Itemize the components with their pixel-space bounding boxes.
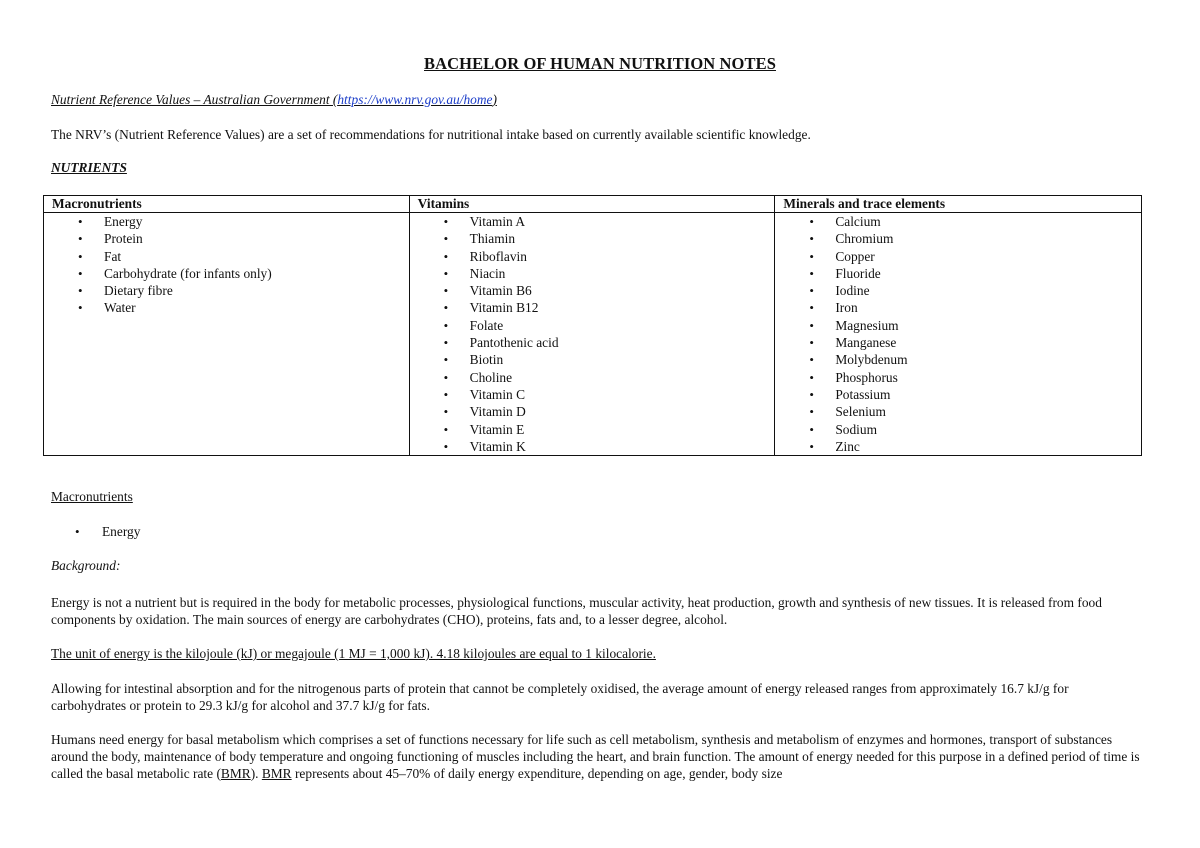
energy-label: Energy (102, 524, 141, 539)
list-item: • Fluoride (809, 265, 881, 281)
list-item: • Calcium (809, 214, 881, 229)
list-item: • Iron (809, 300, 858, 316)
bullet: • (809, 369, 814, 385)
nrv-reference-line (51, 92, 497, 108)
table-body-row (44, 213, 1142, 456)
list-item: • Manganese (809, 335, 897, 351)
list-item: • Sodium (809, 421, 877, 437)
list-item: • Vitamin B12 (443, 300, 539, 316)
bullet: • (809, 404, 814, 420)
bullet: • (78, 248, 83, 264)
bullet: • (443, 386, 449, 402)
list-item: • Water (78, 300, 136, 316)
column-header-minerals: Minerals and trace elements (775, 196, 1142, 213)
nutrients-heading: NUTRIENTS (51, 160, 127, 175)
energy-release-paragraph: Allowing for intestinal absorption and for the nitrogenous parts of protein that cannot be completely oxidised, the average amount of energy released ranges from approximately 16.7 kJ/g for carbohydrates or protein to 29.3 kJ/g for alcohol and 37.7 kJ/g for fats. (51, 681, 1069, 713)
bullet: • (443, 369, 449, 385)
list-item: • Chromium (809, 231, 894, 247)
bullet: • (78, 265, 83, 281)
list-item: • Niacin (443, 265, 506, 281)
bullet: • (809, 335, 814, 351)
list-item: • Zinc (809, 438, 860, 454)
bullet: • (809, 214, 814, 229)
list-item: • Copper (809, 248, 875, 264)
bullet: • (443, 438, 449, 454)
list-item: • Vitamin B6 (443, 283, 532, 299)
nutrients-table (43, 195, 1142, 456)
list-item: • Vitamin C (443, 386, 526, 402)
bullet: • (78, 214, 83, 229)
bullet: • (443, 421, 449, 437)
list-item: • Energy (78, 214, 143, 229)
list-item: • Riboflavin (443, 248, 527, 264)
basal-metabolism-paragraph: Humans need energy for basal metabolism which comprises a set of functions necessary for life such as cell metabolism, synthesis and metabolism of enzymes and hormones, transport of substances around the body, maintenance of body temperature and ongoing functioning of muscles including the heart, and brain function. The amount of energy needed for this purpose in a defined period of time is called the basal metabolic rate (BMR). BMR represents about 45–70% of daily energy expenditure, depending on age, gender, body size (51, 732, 1140, 781)
macronutrients-heading: Macronutrients (51, 489, 133, 504)
bmr-term: BMR (220, 766, 251, 781)
list-item: • Vitamin K (443, 438, 526, 454)
bullet: • (78, 231, 83, 247)
minerals-cell (775, 213, 1142, 456)
column-header-vitamins: Vitamins (409, 196, 775, 213)
list-item: • Pantothenic acid (443, 335, 559, 351)
nrv-close: ) (492, 92, 497, 107)
bullet: • (809, 421, 814, 437)
energy-unit-paragraph: The unit of energy is the kilojoule (kJ) or megajoule (1 MJ = 1,000 kJ). 4.18 kilojoules are equal to 1 kilocalorie. (51, 646, 656, 661)
list-item: • Carbohydrate (for infants only) (78, 265, 272, 281)
list-item: • Choline (443, 369, 513, 385)
column-header-macronutrients: Macronutrients (44, 196, 410, 213)
vitamins-cell (409, 213, 775, 456)
bullet: • (78, 283, 83, 299)
bullet: • (809, 265, 814, 281)
bullet: • (443, 214, 449, 229)
list-item: • Folate (443, 317, 504, 333)
list-item: • Biotin (443, 352, 504, 368)
bullet: • (443, 283, 449, 299)
bullet: • (443, 265, 449, 281)
list-item: • Vitamin E (443, 421, 525, 437)
list-item: • Fat (78, 248, 122, 264)
bullet: • (809, 352, 814, 368)
bullet: • (78, 300, 83, 316)
list-item: • Potassium (809, 386, 891, 402)
bmr-term: BMR (261, 766, 292, 781)
bullet: • (809, 317, 814, 333)
vitamins-list (418, 213, 767, 455)
macronutrients-list (52, 213, 401, 317)
page-title: BACHELOR OF HUMAN NUTRITION NOTES (424, 54, 776, 73)
bullet: • (443, 404, 449, 420)
bullet: • (443, 352, 449, 368)
list-item: • Iodine (809, 283, 870, 299)
bullet: • (443, 300, 449, 316)
background-heading: Background: (51, 558, 121, 573)
list-item: • Dietary fibre (78, 283, 173, 299)
list-item: • Vitamin A (443, 214, 526, 229)
bullet: • (809, 438, 814, 454)
energy-list-item (51, 524, 140, 540)
bullet: • (809, 386, 814, 402)
bullet: • (443, 231, 449, 247)
bullet: • (809, 231, 814, 247)
nrv-label: Nutrient Reference Values – Australian Government ( (51, 92, 338, 107)
macronutrients-cell (44, 213, 410, 456)
bullet: • (75, 524, 80, 539)
minerals-list (783, 213, 1133, 455)
list-item: • Phosphorus (809, 369, 898, 385)
bullet: • (809, 283, 814, 299)
list-item: • Protein (78, 231, 143, 247)
bullet: • (443, 317, 449, 333)
list-item: • Vitamin D (443, 404, 526, 420)
bullet: • (443, 248, 449, 264)
list-item: • Magnesium (809, 317, 899, 333)
bullet: • (809, 248, 814, 264)
list-item: • Molybdenum (809, 352, 908, 368)
list-item: • Thiamin (443, 231, 516, 247)
bullet: • (443, 335, 449, 351)
nrv-link[interactable]: https://www.nrv.gov.au/home (337, 92, 493, 107)
list-item: • Selenium (809, 404, 886, 420)
intro-paragraph: The NRV’s (Nutrient Reference Values) are a set of recommendations for nutritional intake based on currently available scientific knowledge. (51, 127, 811, 142)
energy-paragraph-1: Energy is not a nutrient but is required in the body for metabolic processes, physiological functions, muscular activity, heat production, growth and synthesis of new tissues. It is released from food components by oxidation. The main sources of energy are carbohydrates (CHO), proteins, fats and, to a lesser degree, alcohol. (51, 595, 1102, 627)
table-header-row (44, 196, 1142, 213)
bullet: • (809, 300, 814, 316)
